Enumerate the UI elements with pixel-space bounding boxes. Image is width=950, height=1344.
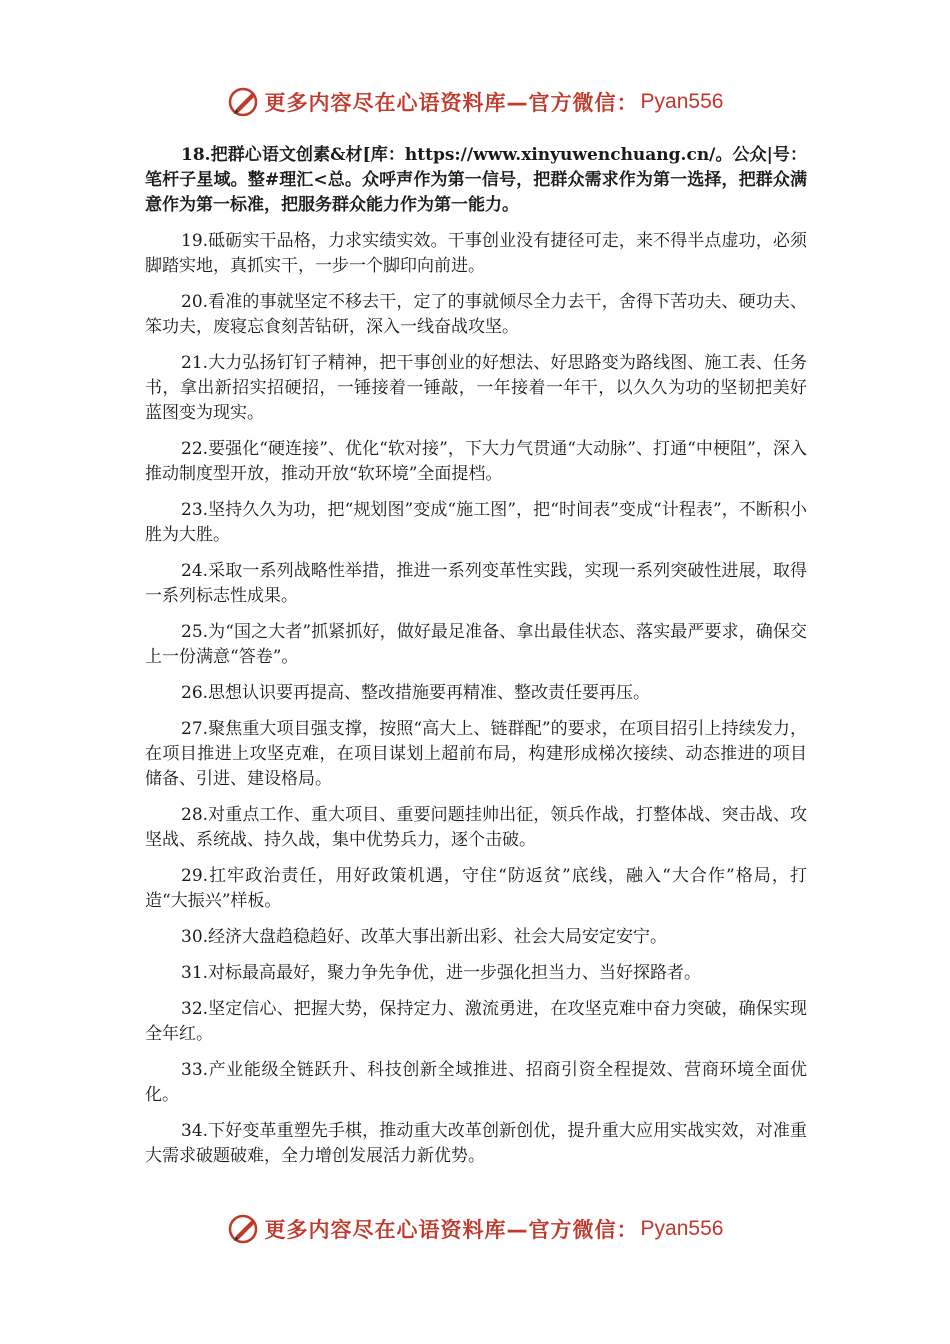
pen-seal-icon	[227, 85, 261, 119]
paragraph: 18.把群心语文创素&材[库：https://www.xinyuwenchuang.cn/。公众|号：笔杆子星域。整#理汇<总。众呼声作为第一信号，把群众需求作为第一选择，把群众满意作为第一标准，把服务群众能力作为第一能力。	[145, 145, 807, 215]
paragraph: 26.思想认识要再提高、整改措施要再精准、整改责任要再压。	[181, 683, 651, 703]
paragraph: 23.坚持久久为功，把“规划图”变成“施工图”，把“时间表”变成“计程表”，不断积小胜为大胜。	[145, 500, 807, 545]
paragraph: 27.聚焦重大项目强支撑，按照“高大上、链群配”的要求，在项目招引上持续发力，在项目推进上攻坚克难，在项目谋划上超前布局，构建形成梯次接续、动态推进的项目储备、引进、建设格局。	[145, 719, 807, 789]
paragraph: 30.经济大盘趋稳趋好、改革大事出新出彩、社会大局安定安宁。	[181, 927, 668, 947]
paragraph: 28.对重点工作、重大项目、重要问题挂帅出征，领兵作战，打整体战、突击战、攻坚战、系统战、持久战，集中优势兵力，逐个击破。	[145, 805, 807, 850]
paragraph: 33.产业能级全链跃升、科技创新全域推进、招商引资全程提效、营商环境全面优化。	[145, 1060, 807, 1105]
pen-seal-icon	[227, 1212, 261, 1246]
footer-banner	[0, 1209, 950, 1249]
paragraph: 25.为“国之大者”抓紧抓好，做好最足准备、拿出最佳状态、落实最严要求，确保交上一份满意“答卷”。	[145, 622, 807, 667]
paragraph: 29.扛牢政治责任，用好政策机遇，守住“防返贫”底线，融入“大合作”格局，打造“大振兴”样板。	[145, 866, 807, 911]
paragraph: 19.砥砺实干品格，力求实绩实效。干事创业没有捷径可走，来不得半点虚功，必须脚踏实地，真抓实干，一步一个脚印向前进。	[145, 231, 807, 276]
banner-wechat-id: Pyan556	[640, 1217, 724, 1240]
banner-wechat-id: Pyan556	[640, 90, 724, 113]
banner-text: 更多内容尽在心语资料库—官方微信：	[264, 91, 639, 115]
header-banner	[0, 82, 950, 122]
paragraph: 32.坚定信心、把握大势，保持定力、激流勇进，在攻坚克难中奋力突破，确保实现全年红。	[145, 999, 807, 1044]
paragraph: 31.对标最高最好，聚力争先争优，进一步强化担当力、当好探路者。	[181, 963, 702, 983]
document-body	[145, 143, 807, 1180]
banner-text: 更多内容尽在心语资料库—官方微信：	[264, 1218, 639, 1242]
paragraph: 21.大力弘扬钉钉子精神，把干事创业的好想法、好思路变为路线图、施工表、任务书，拿出新招实招硬招，一锤接着一锤敲，一年接着一年干，以久久为功的坚韧把美好蓝图变为现实。	[145, 353, 807, 423]
paragraph: 20.看准的事就坚定不移去干，定了的事就倾尽全力去干，舍得下苦功夫、硬功夫、笨功夫，废寝忘食刻苦钻研，深入一线奋战攻坚。	[145, 292, 807, 337]
paragraph: 24.采取一系列战略性举措，推进一系列变革性实践，实现一系列突破性进展，取得一系列标志性成果。	[145, 561, 807, 606]
paragraph: 34.下好变革重塑先手棋，推动重大改革创新创优，提升重大应用实战实效，对准重大需求破题破难，全力增创发展活力新优势。	[145, 1121, 807, 1166]
paragraph: 22.要强化“硬连接”、优化“软对接”，下大力气贯通“大动脉”、打通“中梗阻”，深入推动制度型开放，推动开放“软环境”全面提档。	[145, 439, 807, 484]
